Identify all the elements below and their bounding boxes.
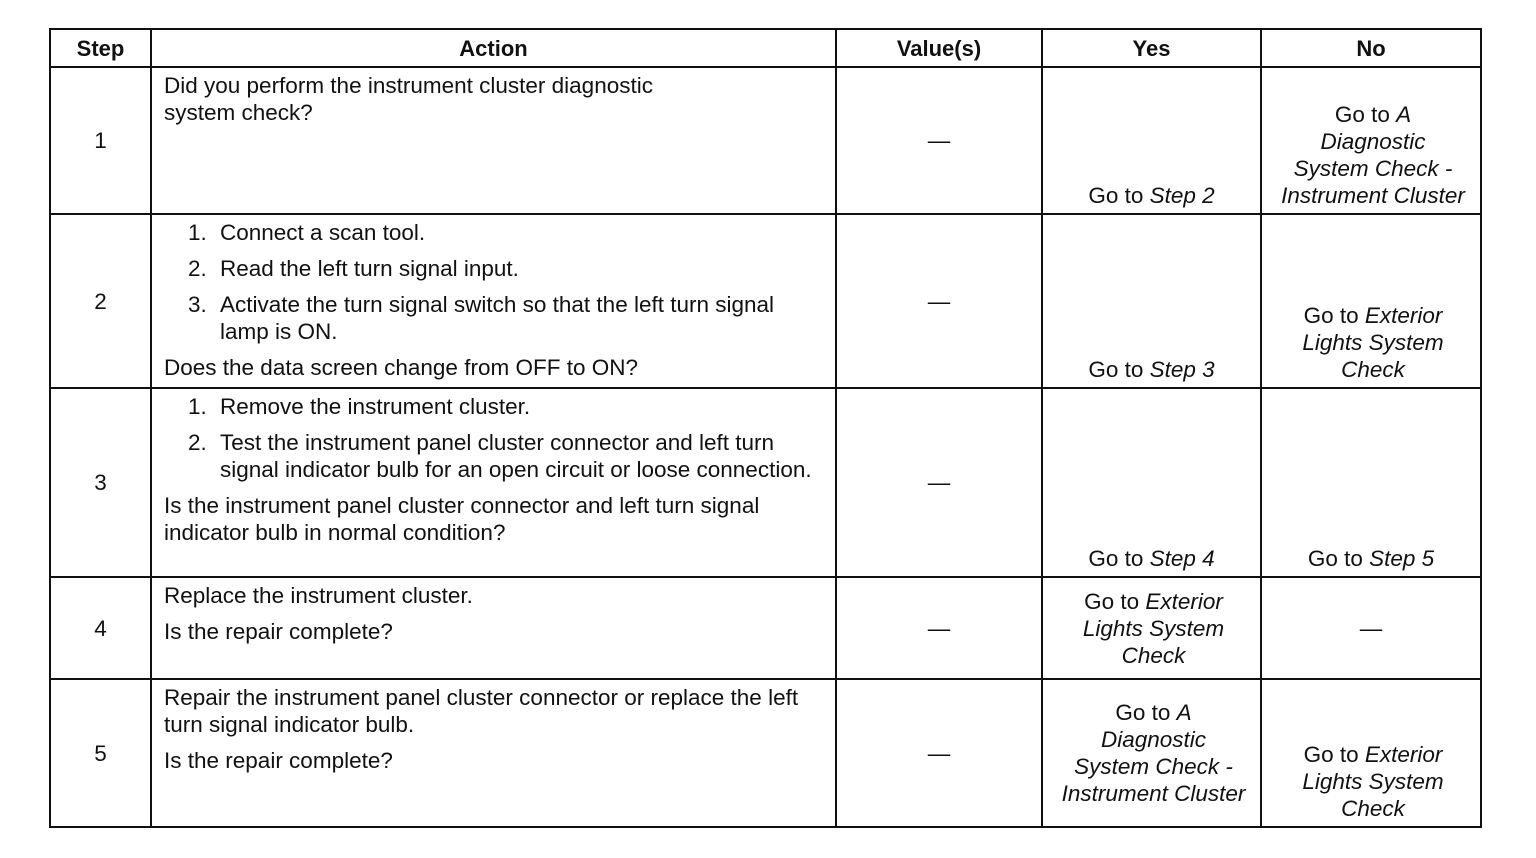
action-cell xyxy=(151,214,836,388)
action-cell xyxy=(151,577,836,679)
action-cell xyxy=(151,388,836,577)
header-action: Action xyxy=(151,29,836,67)
no-reference: Exterior Lights System Check xyxy=(1302,303,1444,382)
header-no: No xyxy=(1261,29,1481,67)
step-number: 2 xyxy=(50,214,151,388)
step-item-number: 2. xyxy=(188,430,207,455)
table-row xyxy=(50,679,1481,827)
no-prefix: Go to xyxy=(1303,303,1359,328)
step-item-text: Activate the turn signal switch so that the left turn signal lamp is ON. xyxy=(220,292,775,344)
table-row xyxy=(50,214,1481,388)
action-text: Repair the instrument panel cluster connector or replace the left turn signal indicator bulb. xyxy=(164,685,799,737)
yes-reference: A Diagnostic System Check - Instrument Cluster xyxy=(1061,700,1246,806)
yes-prefix: Go to xyxy=(1084,588,1140,614)
no-reference: A Diagnostic System Check - Instrument Cluster xyxy=(1281,102,1465,208)
header-yes: Yes xyxy=(1042,29,1261,67)
yes-cell xyxy=(1042,214,1261,388)
yes-reference: Step 3 xyxy=(1149,357,1215,382)
value-cell: — xyxy=(836,388,1042,577)
action-step-item xyxy=(188,429,825,483)
action-steps-list xyxy=(164,393,825,483)
yes-reference: Step 4 xyxy=(1149,546,1215,571)
action-step-item xyxy=(188,255,825,282)
table-row xyxy=(50,388,1481,577)
yes-prefix: Go to xyxy=(1088,183,1144,208)
step-item-number: 2. xyxy=(188,256,207,281)
value-cell: — xyxy=(836,214,1042,388)
yes-cell xyxy=(1042,679,1261,827)
diagnostic-table xyxy=(49,28,1482,828)
yes-prefix: Go to xyxy=(1088,357,1144,382)
yes-prefix: Go to xyxy=(1115,700,1171,725)
step-number: 3 xyxy=(50,388,151,577)
no-cell xyxy=(1261,214,1481,388)
action-question: Is the instrument panel cluster connector and left turn signal indicator bulb in normal condition? xyxy=(164,493,760,545)
no-prefix: Go to xyxy=(1334,102,1390,127)
yes-cell xyxy=(1042,577,1261,679)
header-row xyxy=(50,29,1481,67)
step-item-number: 1. xyxy=(188,394,207,419)
yes-reference: Exterior Lights System Check xyxy=(1082,588,1225,668)
no-cell: — xyxy=(1261,577,1481,679)
step-number: 5 xyxy=(50,679,151,827)
no-cell xyxy=(1261,388,1481,577)
action-steps-list xyxy=(164,219,825,345)
action-question: Is the repair complete? xyxy=(164,748,393,773)
action-cell xyxy=(151,67,836,214)
no-reference: Step 5 xyxy=(1369,546,1435,571)
value-cell: — xyxy=(836,679,1042,827)
value-cell: — xyxy=(836,67,1042,214)
step-item-text: Remove the instrument cluster. xyxy=(220,394,531,419)
no-reference: Exterior Lights System Check xyxy=(1302,742,1444,821)
step-item-number: 3. xyxy=(188,292,207,317)
action-step-item xyxy=(188,219,825,246)
action-question: Does the data screen change from OFF to ON? xyxy=(164,355,638,380)
action-step-item xyxy=(188,393,825,420)
table-row xyxy=(50,67,1481,214)
step-item-text: Connect a scan tool. xyxy=(220,220,426,245)
step-item-text: Test the instrument panel cluster connector and left turn signal indicator bulb for an open circuit or loose connection. xyxy=(220,430,812,482)
no-prefix: Go to xyxy=(1307,546,1363,571)
no-cell xyxy=(1261,679,1481,827)
table-row xyxy=(50,577,1481,679)
action-cell xyxy=(151,679,836,827)
yes-reference: Step 2 xyxy=(1149,183,1215,208)
no-prefix: Go to xyxy=(1303,742,1359,767)
header-values: Value(s) xyxy=(836,29,1042,67)
yes-cell xyxy=(1042,388,1261,577)
yes-cell xyxy=(1042,67,1261,214)
action-step-item xyxy=(188,291,825,345)
step-number: 1 xyxy=(50,67,151,214)
action-question: Is the repair complete? xyxy=(164,619,393,644)
step-item-number: 1. xyxy=(188,220,207,245)
step-number: 4 xyxy=(50,577,151,679)
no-cell xyxy=(1261,67,1481,214)
action-text: Did you perform the instrument cluster diagnostic system check? xyxy=(164,73,653,125)
step-item-text: Read the left turn signal input. xyxy=(220,256,519,281)
value-cell: — xyxy=(836,577,1042,679)
header-step: Step xyxy=(50,29,151,67)
action-text: Replace the instrument cluster. xyxy=(164,583,473,608)
yes-prefix: Go to xyxy=(1088,546,1144,571)
